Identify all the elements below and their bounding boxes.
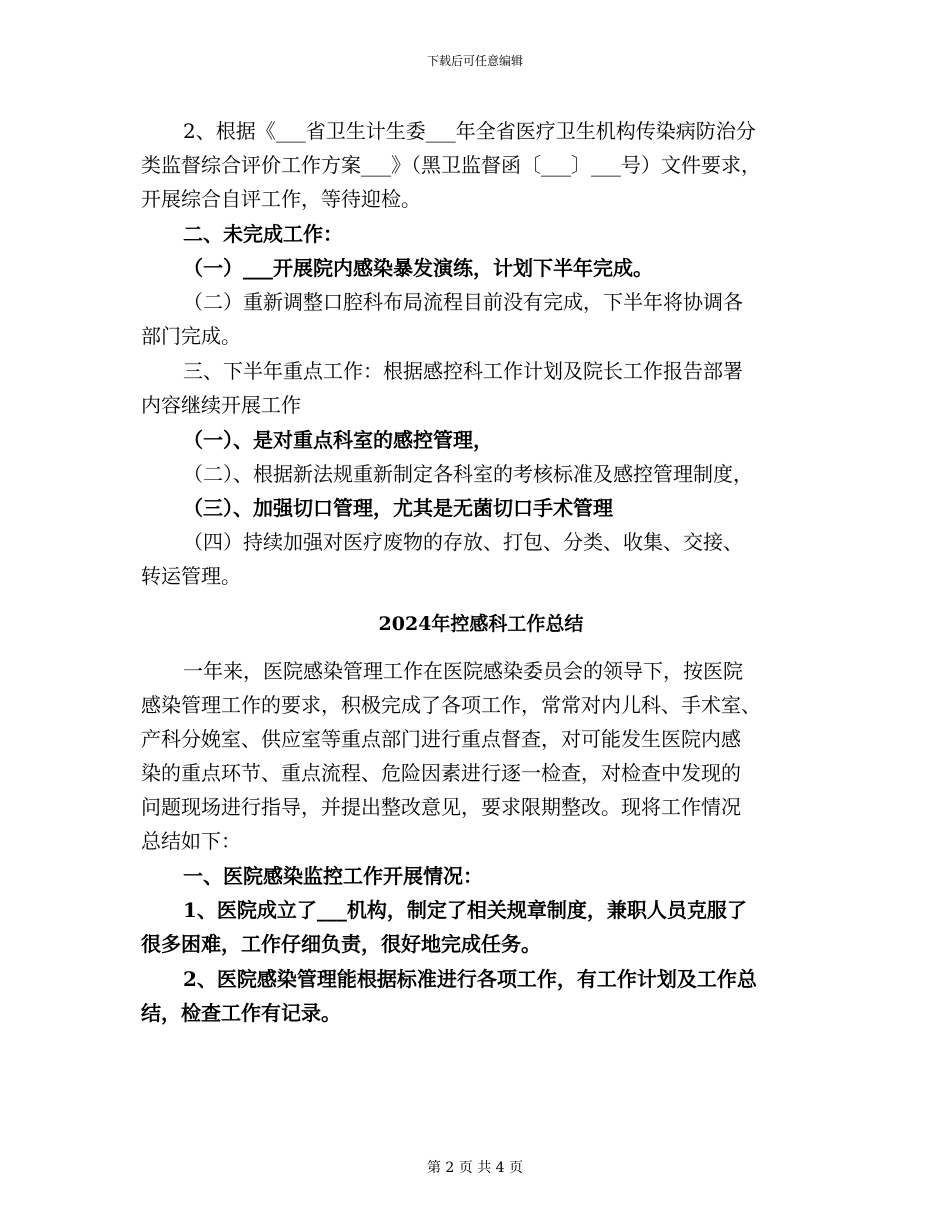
paragraph-line: 类监督综合评价工作方案___》（黑卫监督函〔___〕___号）文件要求，	[141, 153, 761, 177]
paragraph-line: 问题现场进行指导，并提出整改意见，要求限期整改。现将工作情况	[141, 795, 741, 819]
page-number: 第 2 页 共 4 页	[426, 1160, 524, 1176]
paragraph-line: 开展综合自评工作，等待迎检。	[141, 187, 421, 211]
section-heading: 二、未完成工作：	[183, 222, 343, 246]
paragraph-line: 结，检查工作有记录。	[141, 1001, 341, 1025]
list-item: （二）重新调整口腔科布局流程目前没有完成，下半年将协调各	[183, 290, 743, 314]
paragraph-line: 染的重点环节、重点流程、危险因素进行逐一检查，对检查中发现的	[141, 761, 741, 785]
list-item: （一）、是对重点科室的感控管理，	[183, 428, 493, 452]
list-item: （四）持续加强对医疗废物的存放、打包、分类、收集、交接、	[183, 530, 743, 554]
document-title: 2024年控感科工作总结	[378, 613, 584, 635]
document-body	[141, 114, 821, 1030]
list-item: （三）、加强切口管理，尤其是无菌切口手术管理	[183, 496, 613, 520]
paragraph-line: 产科分娩室、供应室等重点部门进行重点督查，对可能发生医院内感	[141, 727, 741, 751]
paragraph-line: 感染管理工作的要求，积极完成了各项工作，常常对内儿科、手术室、	[141, 693, 761, 717]
section-heading-continuation: 内容继续开展工作	[141, 393, 301, 417]
list-item: （二）、根据新法规重新制定各科室的考核标准及感控管理制度，	[183, 462, 753, 486]
list-item-continuation: 部门完成。	[141, 324, 241, 348]
paragraph-line: 一年来，医院感染管理工作在医院感染委员会的领导下，按医院	[183, 659, 743, 683]
paragraph-line: 很多困难，工作仔细负责，很好地完成任务。	[141, 932, 541, 956]
paragraph-line: 2、根据《___省卫生计生委___年全省医疗卫生机构传染病防治分	[183, 119, 756, 143]
page-header: 下载后可任意编辑	[426, 54, 523, 68]
section-heading: 三、下半年重点工作：根据感控科工作计划及院长工作报告部署	[183, 359, 743, 383]
paragraph-line: 1、医院成立了___机构，制定了相关规章制度，兼职人员克服了	[183, 898, 747, 922]
paragraph-line: 总结如下：	[141, 829, 241, 853]
list-item-continuation: 转运管理。	[141, 564, 241, 588]
list-item: （一）___开展院内感染暴发演练，计划下半年完成。	[183, 256, 653, 280]
section-heading: 一、医院感染监控工作开展情况：	[183, 864, 483, 888]
paragraph-line: 2、医院感染管理能根据标准进行各项工作，有工作计划及工作总	[183, 967, 757, 991]
